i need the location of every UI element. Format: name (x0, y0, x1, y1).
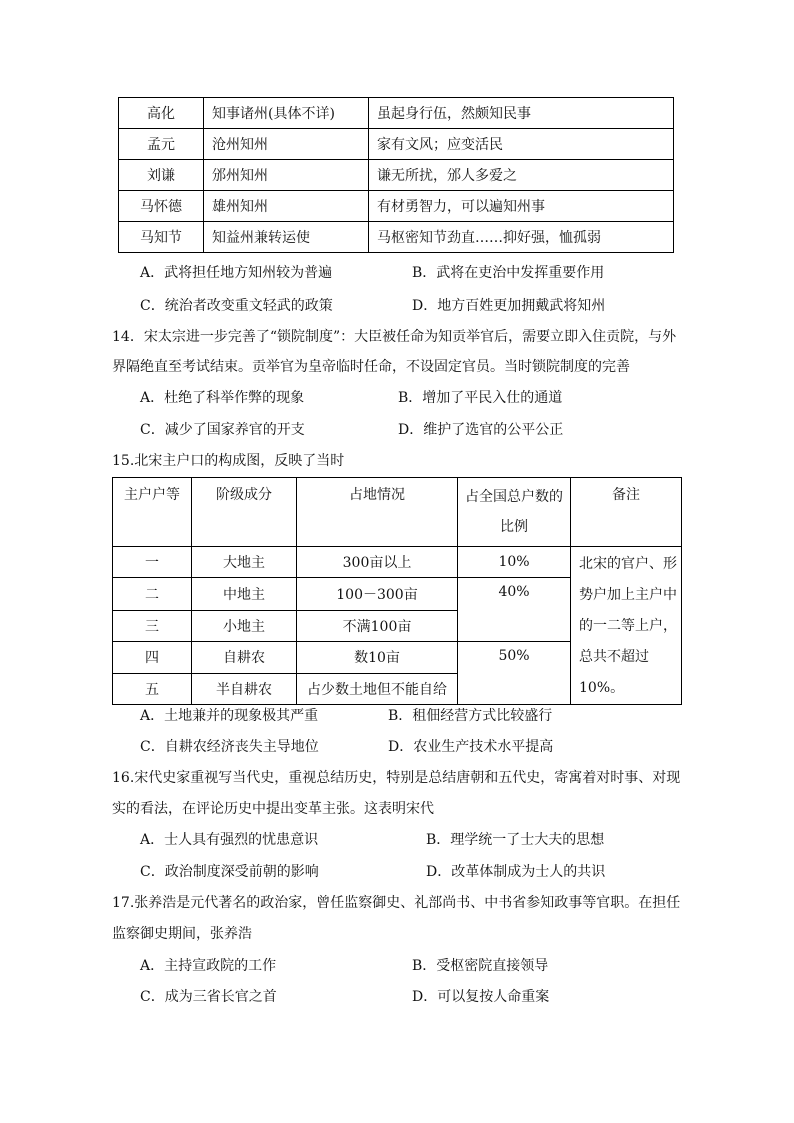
grade-cell: 四 (113, 641, 192, 674)
grade-cell: 五 (113, 674, 192, 705)
grade-cell: 三 (113, 610, 192, 641)
q16-option-c: C．政治制度深受前朝的影响 (140, 864, 319, 880)
q17-stem-line2: 监察御史期间，张养浩 (112, 926, 252, 942)
class-cell: 中地主 (192, 578, 297, 611)
note-line: 北宋的官户、形 (579, 556, 677, 572)
q14-option-c: C．减少了国家养官的开支 (140, 422, 305, 438)
q17-option-a: A．主持宣政院的工作 (140, 958, 277, 974)
table-row (119, 129, 674, 160)
note-line: 势户加上主户中 (579, 587, 677, 603)
official-evaluation: 虽起身行伍，然颇知民事 (369, 98, 674, 129)
note-cell (571, 547, 682, 705)
official-evaluation: 谦无所扰，邠人多爱之 (369, 160, 674, 191)
q14-option-d: D．维护了选官的公平公正 (398, 422, 564, 438)
note-line: 的一二等上户， (579, 618, 677, 634)
q14-option-a: A．杜绝了科举作弊的现象 (140, 390, 305, 406)
q14-stem-line1: 14．宋太宗进一步完善了“锁院制度”：大臣被任命为知贡举官后，需要立即入住贡院，与外 (112, 329, 677, 345)
land-cell: 数10亩 (297, 641, 458, 674)
q14-option-b: B．增加了平民入仕的通道 (398, 390, 563, 406)
q13-option-c: C．统治者改变重文轻武的政策 (140, 298, 333, 314)
header-ratio (458, 478, 571, 547)
official-post: 知事诸州(具体不详) (204, 98, 369, 129)
q15-option-a: A．土地兼并的现象极其严重 (140, 708, 319, 724)
official-post: 沧州知州 (204, 129, 369, 160)
q15-option-d: D．农业生产技术水平提高 (388, 739, 554, 755)
q13-option-b: B．武将在吏治中发挥重要作用 (412, 265, 605, 281)
official-post: 邠州知州 (204, 160, 369, 191)
official-name: 马知节 (119, 222, 204, 253)
header-land: 占地情况 (297, 478, 458, 547)
table-row (119, 98, 674, 129)
official-evaluation: 有材勇智力，可以遍知州事 (369, 191, 674, 222)
q17-option-c: C．成为三省长官之首 (140, 989, 277, 1005)
q15-option-c: C．自耕农经济丧失主导地位 (140, 739, 319, 755)
grade-cell: 二 (113, 578, 192, 611)
header-class: 阶级成分 (192, 478, 297, 547)
q16-option-b: B．理学统一了士大夫的思想 (426, 832, 605, 848)
ratio-cell: 10% (458, 547, 571, 578)
class-cell: 大地主 (192, 547, 297, 578)
land-cell: 100－300亩 (297, 578, 458, 611)
class-cell: 小地主 (192, 610, 297, 641)
table-header-row (113, 478, 682, 547)
ratio-cell: 40% (458, 578, 571, 642)
official-name: 刘谦 (119, 160, 204, 191)
officials-table (118, 97, 674, 253)
q13-option-a: A．武将担任地方知州较为普遍 (140, 265, 333, 281)
table-row (119, 191, 674, 222)
q16-stem-line1: 16.宋代史家重视写当代史，重视总结历史，特别是总结唐朝和五代史，寄寓着对时事、对现 (112, 770, 681, 786)
q14-stem-line2: 界隔绝直至考试结束。贡举官为皇帝临时任命，不设固定官员。当时锁院制度的完善 (112, 359, 630, 375)
class-cell: 自耕农 (192, 641, 297, 674)
q15-option-b: B．租佃经营方式比较盛行 (388, 708, 553, 724)
header-note: 备注 (571, 478, 682, 547)
official-name: 高化 (119, 98, 204, 129)
land-cell: 300亩以上 (297, 547, 458, 578)
table-row (119, 160, 674, 191)
grade-cell: 一 (113, 547, 192, 578)
q17-option-b: B．受枢密院直接领导 (412, 958, 549, 974)
household-table (112, 477, 682, 705)
q16-stem-line2: 实的看法，在评论历史中提出变革主张。这表明宋代 (112, 801, 434, 817)
q13-option-d: D．地方百姓更加拥戴武将知州 (412, 298, 606, 314)
land-cell: 不满100亩 (297, 610, 458, 641)
header-ratio-line2: 比例 (500, 519, 528, 535)
official-post: 雄州知州 (204, 191, 369, 222)
table-row (113, 547, 682, 578)
header-ratio-line1: 占全国总户数的 (465, 489, 563, 505)
class-cell: 半自耕农 (192, 674, 297, 705)
note-line: 总共不超过10%。 (579, 649, 649, 696)
ratio-cell: 50% (458, 641, 571, 705)
header-grade: 主户户等 (113, 478, 192, 547)
official-name: 孟元 (119, 129, 204, 160)
official-name: 马怀德 (119, 191, 204, 222)
q16-option-d: D．改革体制成为士人的共识 (426, 864, 606, 880)
land-cell: 占少数土地但不能自给 (297, 674, 458, 705)
official-post: 知益州兼转运使 (204, 222, 369, 253)
q17-stem-line1: 17.张养浩是元代著名的政治家，曾任监察御史、礼部尚书、中书省参知政事等官职。在担任 (112, 895, 681, 911)
official-evaluation: 马枢密知节劲直……抑好强，恤孤弱 (369, 222, 674, 253)
official-evaluation: 家有文风；应变活民 (369, 129, 674, 160)
q16-option-a: A．士人具有强烈的忧患意识 (140, 832, 319, 848)
table-row (119, 222, 674, 253)
q15-stem: 15.北宋主户口的构成图，反映了当时 (112, 453, 345, 469)
q17-option-d: D．可以复按人命重案 (412, 989, 550, 1005)
